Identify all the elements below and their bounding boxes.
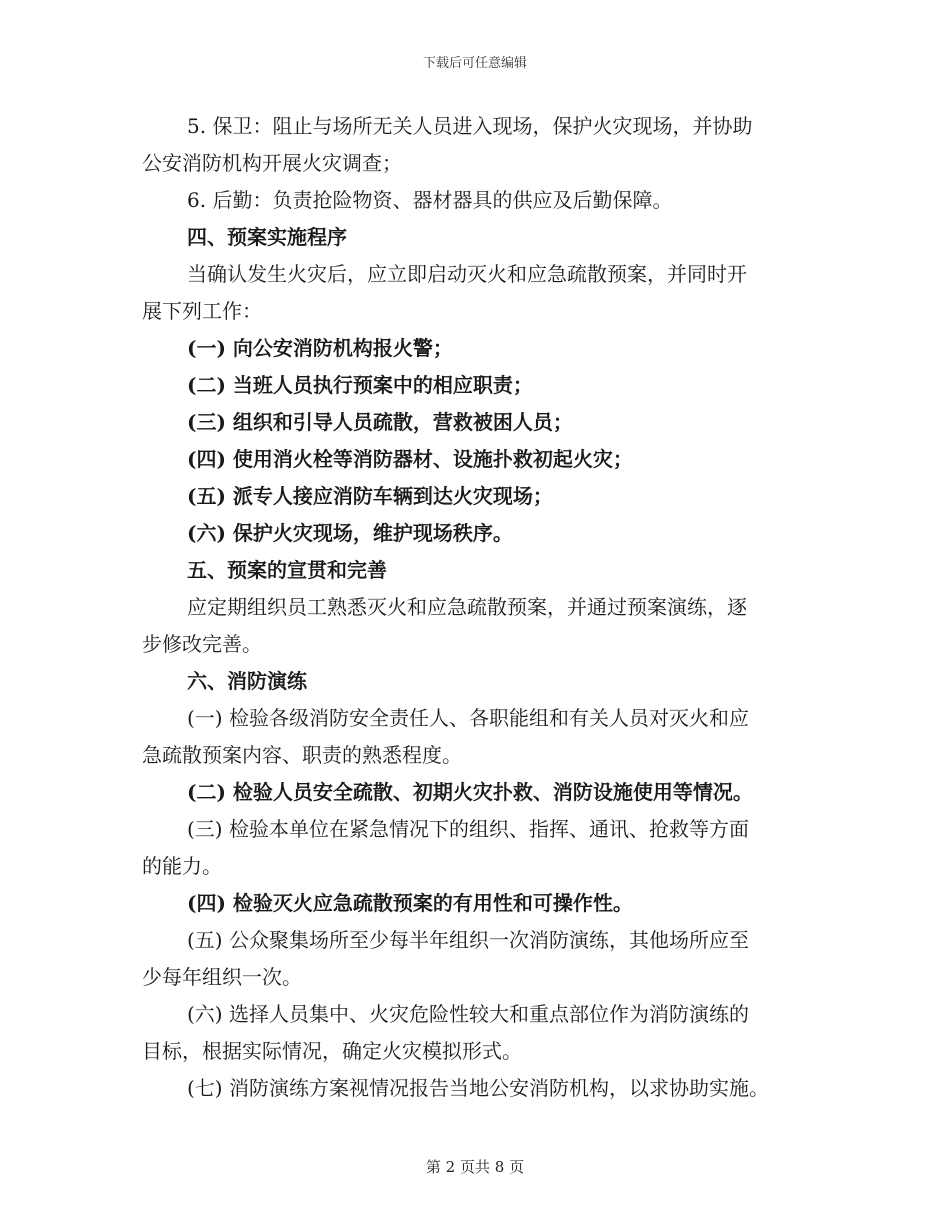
- paragraph-line: 的能力。: [142, 854, 222, 878]
- list-item: (四) 使用消火栓等消防器材、设施扑救初起火灾；: [187, 447, 633, 471]
- list-item: (三) 检验本单位在紧急情况下的组织、指挥、通讯、抢救等方面: [187, 817, 749, 841]
- list-item: (三) 组织和引导人员疏散，营救被困人员；: [187, 410, 573, 434]
- list-item: (六) 选择人员集中、火灾危险性较大和重点部位作为消防演练的: [187, 1002, 749, 1026]
- section-heading: 六、消防演练: [187, 669, 307, 693]
- document-body: [142, 108, 806, 1107]
- paragraph-line: 急疏散预案内容、职责的熟悉程度。: [142, 743, 462, 767]
- list-item: (二) 当班人员执行预案中的相应职责；: [187, 373, 533, 397]
- list-item: (二) 检验人员安全疏散、初期火灾扑救、消防设施使用等情况。: [187, 780, 753, 804]
- paragraph-line: 6. 后勤：负责抢险物资、器材器具的供应及后勤保障。: [187, 188, 673, 212]
- paragraph-line: 5. 保卫：阻止与场所无关人员进入现场，保护火灾现场，并协助: [187, 114, 753, 138]
- list-item: (四) 检验灭火应急疏散预案的有用性和可操作性。: [187, 891, 633, 915]
- list-item: (五) 公众聚集场所至少每半年组织一次消防演练，其他场所应至: [187, 928, 749, 952]
- paragraph-line: 展下列工作：: [142, 299, 262, 323]
- list-item: (六) 保护火灾现场，维护现场秩序。: [187, 521, 513, 545]
- list-item: (七) 消防演练方案视情况报告当地公安消防机构，以求协助实施。: [187, 1076, 769, 1100]
- list-item: (一) 检验各级消防安全责任人、各职能组和有关人员对灭火和应: [187, 706, 749, 730]
- paragraph-line: 少每年组织一次。: [142, 965, 302, 989]
- paragraph-line: 目标，根据实际情况，确定火灾模拟形式。: [142, 1039, 522, 1063]
- list-item: (五) 派专人接应消防车辆到达火灾现场；: [187, 484, 553, 508]
- paragraph-line: 应定期组织员工熟悉灭火和应急疏散预案，并通过预案演练，逐: [187, 595, 747, 619]
- paragraph-line: 公安消防机构开展火灾调查；: [142, 151, 402, 175]
- section-heading: 四、预案实施程序: [187, 225, 347, 249]
- paragraph-line: 当确认发生火灾后，应立即启动灭火和应急疏散预案，并同时开: [187, 262, 747, 286]
- paragraph-line: 步修改完善。: [142, 632, 262, 656]
- page-header: 下载后可任意编辑: [422, 56, 527, 71]
- section-heading: 五、预案的宣贯和完善: [187, 558, 387, 582]
- page-footer: 第 2 页共 8 页: [425, 1158, 525, 1176]
- list-item: (一) 向公安消防机构报火警；: [187, 336, 453, 360]
